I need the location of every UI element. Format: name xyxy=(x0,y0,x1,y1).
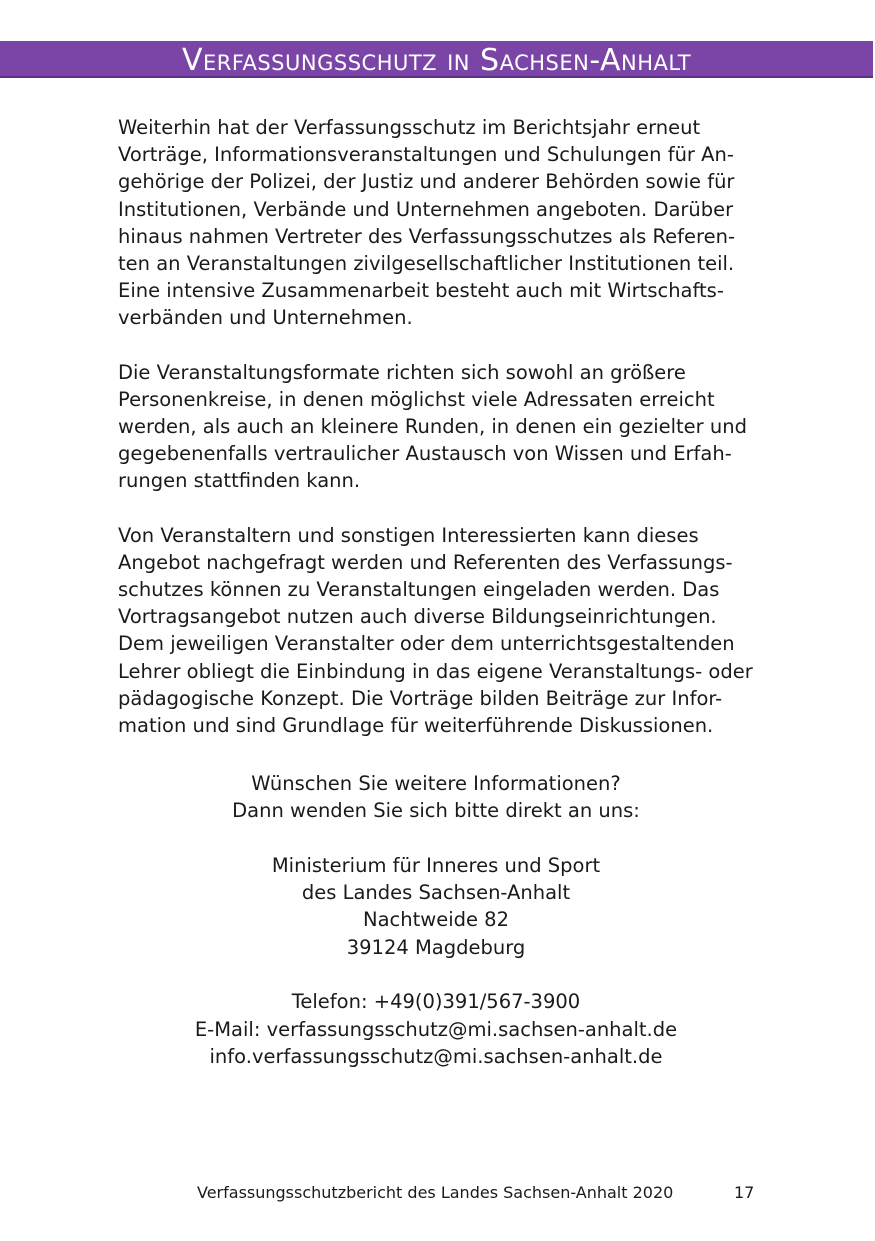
page-number: 17 xyxy=(734,1183,755,1202)
section-header-bar xyxy=(0,41,873,78)
text-line: Personenkreise, in denen möglichst viele Adressaten erreicht xyxy=(118,387,715,411)
text-line: Dem jeweiligen Veranstalter oder dem unterrichtsgestaltenden xyxy=(118,632,735,656)
contact-block xyxy=(118,770,754,1070)
email-secondary[interactable]: info.verfassungsschutz@mi.sachsen-anhalt.de xyxy=(209,1044,663,1068)
address-line: Nachtweide 82 xyxy=(362,908,509,932)
text-line: rungen stattfinden kann. xyxy=(118,469,361,493)
text-line: Von Veranstaltern und sonstigen Interessierten kann dieses xyxy=(118,523,699,547)
text-line: Institutionen, Verbände und Unternehmen angeboten. Darüber xyxy=(118,197,734,221)
text-line: Weiterhin hat der Verfassungsschutz im Berichtsjahr erneut xyxy=(118,116,701,139)
address-line: des Landes Sachsen-Anhalt xyxy=(301,881,571,905)
text-line: Angebot nachgefragt werden und Referenten des Verfassungs- xyxy=(118,550,733,574)
paragraph-3 xyxy=(118,522,758,740)
email-primary[interactable]: E-Mail: verfassungsschutz@mi.sachsen-anhalt.de xyxy=(194,1017,678,1041)
text-line: ten an Veranstaltungen zivilgesellschaftlicher Institutionen teil. xyxy=(118,252,735,276)
phone-number: Telefon: +49(0)391/567-3900 xyxy=(291,990,581,1014)
text-line: gegebenenfalls vertraulicher Austausch von Wissen und Erfah- xyxy=(118,442,732,466)
text-line: Lehrer obliegt die Einbindung in das eigene Veranstaltungs- oder xyxy=(118,659,753,683)
footer-text: Verfassungsschutzbericht des Landes Sachsen-Anhalt 2020 xyxy=(197,1183,674,1202)
text-line: Vorträge, Informationsveranstaltungen und Schulungen für An- xyxy=(118,143,734,167)
text-line: mation und sind Grundlage für weiterführende Diskussionen. xyxy=(118,714,714,738)
text-line: pädagogische Konzept. Die Vorträge bilden Beiträge zur Infor- xyxy=(118,686,723,710)
paragraph-1 xyxy=(118,114,758,332)
address-line: Ministerium für Inneres und Sport xyxy=(271,853,601,877)
contact-intro-line: Wünschen Sie weitere Informationen? xyxy=(251,772,621,795)
text-line: Vortragsangebot nutzen auch diverse Bildungseinrichtungen. xyxy=(118,605,717,629)
paragraph-2 xyxy=(118,359,758,495)
text-line: werden, als auch an kleinere Runden, in denen ein gezielter und xyxy=(118,415,747,439)
spacer xyxy=(118,961,754,988)
contact-intro-line: Dann wenden Sie sich bitte direkt an uns: xyxy=(232,799,640,823)
section-title: Verfassungsschutz in Sachsen-Anhalt xyxy=(181,42,692,78)
spacer xyxy=(118,825,754,852)
body-text xyxy=(118,114,758,766)
text-line: hinaus nahmen Vertreter des Verfassungsschutzes als Referen- xyxy=(118,224,735,248)
text-line: verbänden und Unternehmen. xyxy=(118,306,413,330)
text-line: gehörige der Polizei, der Justiz und anderer Behörden sowie für xyxy=(118,170,735,194)
text-line: Eine intensive Zusammenarbeit besteht auch mit Wirtschafts- xyxy=(118,279,724,303)
address-line: 39124 Magdeburg xyxy=(346,935,526,959)
text-line: schutzes können zu Veranstaltungen eingeladen werden. Das xyxy=(118,578,720,602)
text-line: Die Veranstaltungsformate richten sich sowohl an größere xyxy=(118,360,686,384)
